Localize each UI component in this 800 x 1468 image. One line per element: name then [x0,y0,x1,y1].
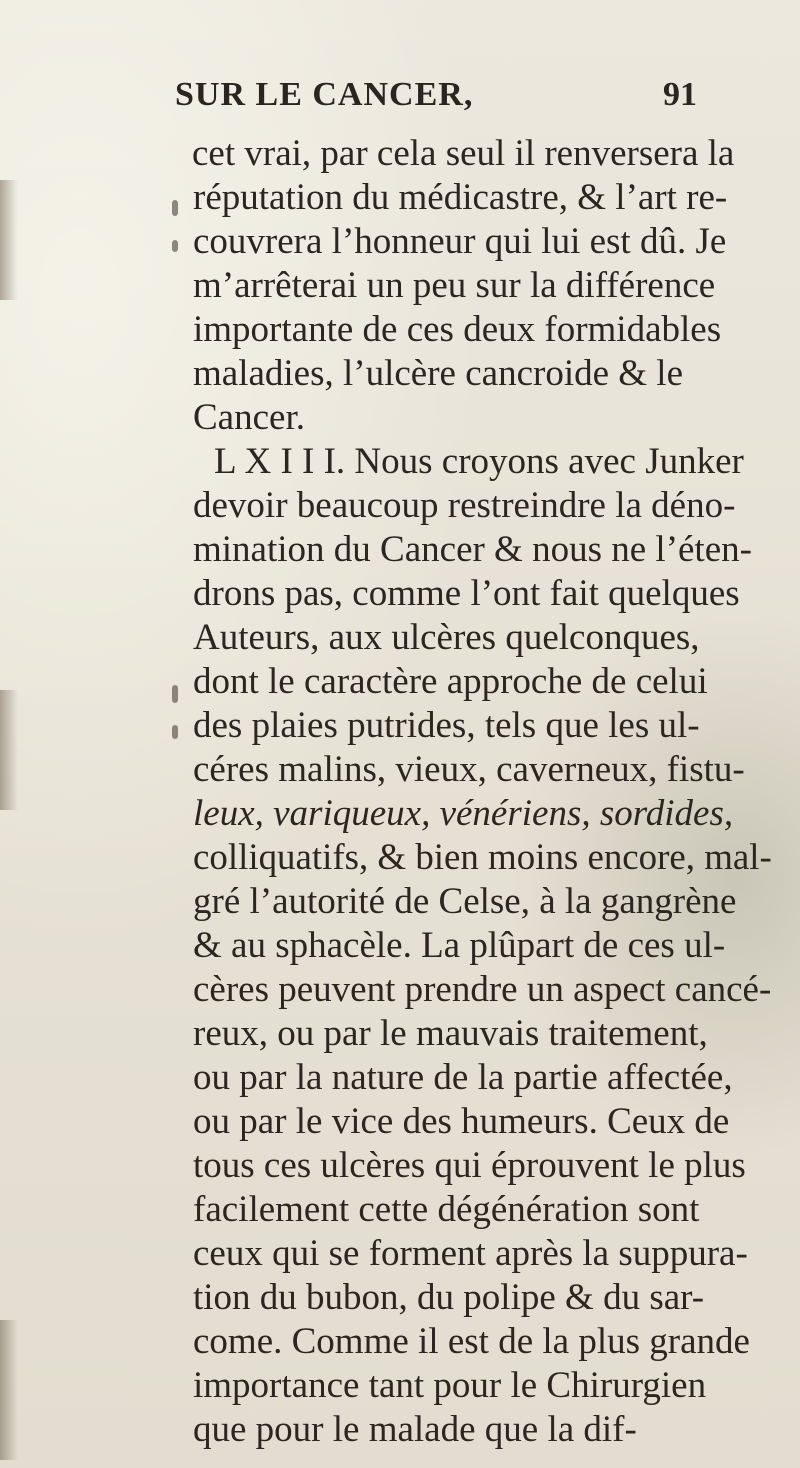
text-line: devoir beaucoup restreindre la déno- [193,485,736,526]
page-edge-shadow [0,1320,18,1460]
text-line: importante de ces deux formidables [193,309,722,350]
text-line: couvrera l’honneur qui lui est dû. Je [193,221,727,262]
text-line: que pour le malade que la dif- [193,1409,637,1450]
text-line: réputation du médicastre, & l’art re- [193,177,728,218]
margin-stain [172,725,178,739]
margin-stain [172,200,178,216]
text-line: reux, ou par le mauvais traitement, [193,1013,708,1054]
text-line: facilement cette dégénération sont [193,1189,700,1230]
text-line: colliquatifs, & bien moins encore, mal- [193,837,772,878]
page-number: 91 [663,76,697,113]
text-line: Cancer. [193,397,305,438]
page-edge-shadow [0,180,18,300]
text-line: cères peuvent prendre un aspect cancé- [193,969,772,1010]
text-line: gré l’autorité de Celse, à la gangrène [193,881,737,922]
text-line: m’arrêterai un peu sur la différence [193,265,716,306]
margin-stain [172,240,178,252]
text-line: tion du bubon, du polipe & du sar- [193,1277,705,1318]
running-head: SUR LE CANCER, [175,76,474,113]
text-line: Auteurs, aux ulcères quelconques, [193,617,700,658]
margin-stain [172,685,178,703]
text-line: ceux qui se forment après la suppura- [193,1233,748,1274]
text-line: ou par la nature de la partie affectée, [193,1057,733,1098]
page-header [0,76,800,116]
text-line: mination du Cancer & nous ne l’éten- [193,529,752,570]
text-line: dont le caractère approche de celui [193,661,708,702]
text-line: leux, variqueux, vénériens, sordides, [193,793,734,834]
text-line: des plaies putrides, tels que les ul- [193,705,700,746]
text-line: L X I I I. Nous croyons avec Junker [214,441,744,482]
text-line: & au sphacèle. La plûpart de ces ul- [193,925,726,966]
text-line: importance tant pour le Chirurgien [193,1365,707,1406]
text-line: drons pas, comme l’ont fait quelques [193,573,740,614]
text-line: come. Comme il est de la plus grande [193,1321,750,1362]
text-line: maladies, l’ulcère cancroide & le [193,353,683,394]
page-edge-shadow [0,690,18,810]
text-line: céres malins, vieux, caverneux, fistu- [193,749,745,790]
text-line: ou par le vice des humeurs. Ceux de [193,1101,730,1142]
text-line: tous ces ulcères qui éprouvent le plus [193,1145,746,1186]
text-line: cet vrai, par cela seul il renversera la [192,133,735,174]
